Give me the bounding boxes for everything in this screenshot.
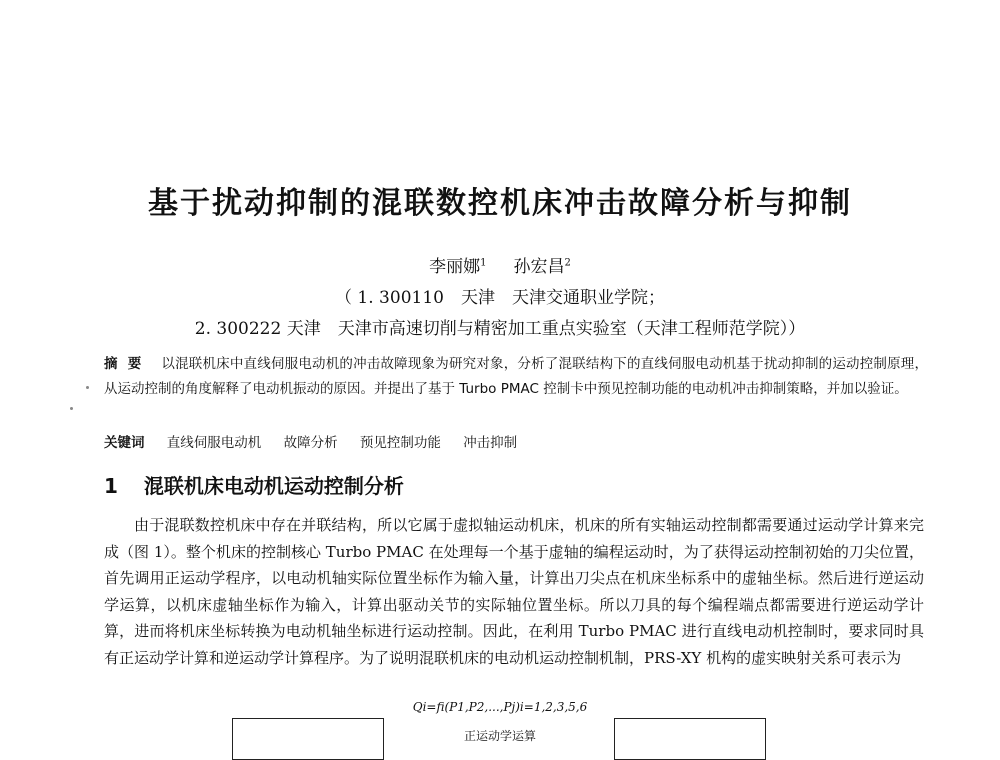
keywords [104,431,928,451]
affiliation-line-2: 2. 300222 天津 天津市高速切削与精密加工重点实验室（天津工程师范学院）） [194,319,806,339]
section-heading [104,470,404,499]
author-name: 李丽娜 [429,257,481,277]
author-line [0,252,1000,277]
keyword: 直线伺服电动机 [166,435,262,451]
keyword: 预见控制功能 [359,435,441,451]
keyword: 故障分析 [283,435,338,451]
keyword: 冲击抑制 [463,435,518,451]
keywords-label: 关键词 [104,435,145,451]
affiliation-line-1: （ 1. 300110 天津 天津交通职业学院； [335,288,665,308]
section-title: 混联机床电动机运动控制分析 [143,474,404,498]
equation: Qi=fi(P1,P2,...,Pj)i=1,2,3,5,6 [412,700,588,714]
author-mark: 1 [480,257,487,269]
scan-speck [86,386,89,389]
abstract [104,352,928,402]
author-mark: 2 [564,257,571,269]
body-paragraph: 由于混联数控机床中存在并联结构，所以它属于虚拟轴运动机床，机床的所有实轴运动控制都需要通过运动学计算来完成（图 1）。整个机床的控制核心 Turbo PMAC 在处理每一个基于虚轴的编程运动时，为了获得运动控制初始的刀尖位置，首先调用正运动学程序，以电动机轴实际位置坐标作为输入量，计算出刀尖点在机床坐标系中的虚轴坐标。然后进行逆运动学运算，以机床虚轴坐标作为输入，计算出驱动关节的实际轴位置坐标。所以刀具的每个编程端点都需要进行逆运动学计算，进而将机床坐标转换为电动机轴坐标进行运动控制。因此，在利用 Turbo PMAC 进行直线电动机控制时，要求同时具有正运动学计算和逆运动学计算程序。为了说明混联机床的电动机运动控制机制，PRS-XY 机构的虚实映射关系可表示为 [104,516,924,667]
section-number: 1 [104,474,118,498]
scan-speck [70,407,73,410]
author-name: 孙宏昌 [513,257,565,277]
paper-title: 基于扰动抑制的混联数控机床冲击故障分析与抑制 [148,186,852,221]
abstract-text: 以混联机床中直线伺服电动机的冲击故障现象为研究对象，分析了混联结构下的直线伺服电动机基于扰动抑制的运动控制原理，从运动控制的角度解释了电动机振动的原因。并提出了基于 Turbo PMAC 控制卡中预见控制功能的电动机冲击抑制策略，并加以验证。 [104,356,929,397]
figure-label: 正运动学运算 [463,729,536,743]
abstract-label: 摘要 [104,356,152,372]
